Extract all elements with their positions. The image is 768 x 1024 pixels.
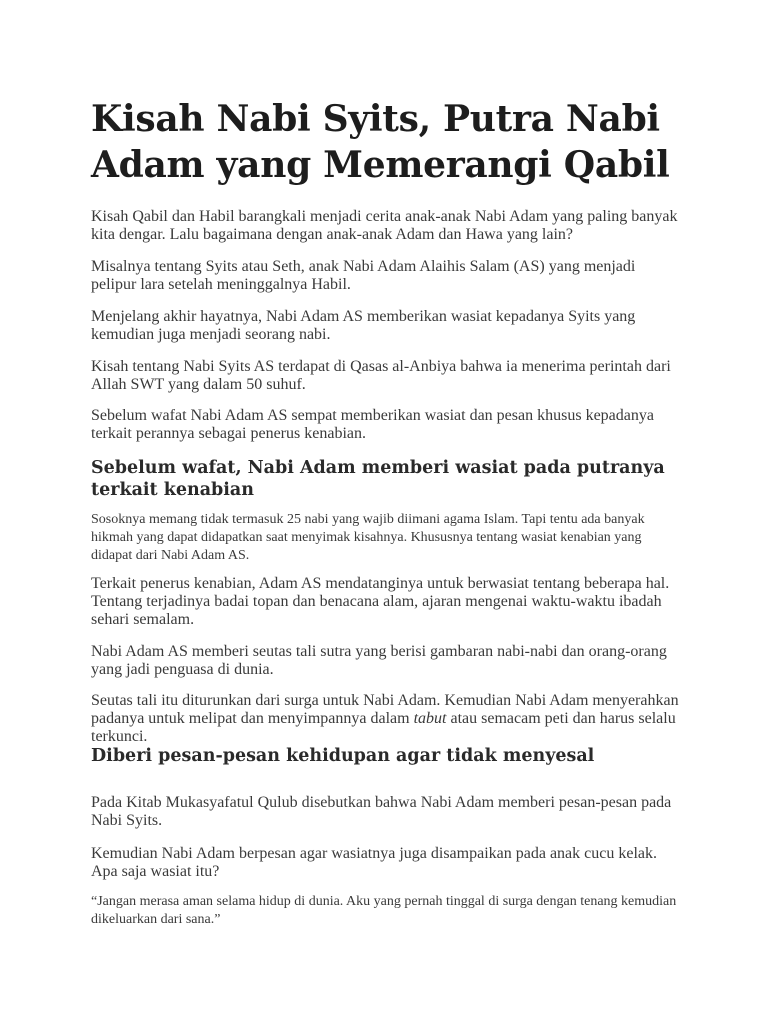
subheading-pesan: Diberi pesan-pesan kehidupan agar tidak menyesal — [91, 746, 595, 766]
subheading-wasiat: Sebelum wafat, Nabi Adam memberi wasiat pada putranya terkait kenabian — [91, 458, 665, 500]
paragraph-1: Kisah Qabil dan Habil barangkali menjadi cerita anak-anak Nabi Adam yang paling banyak kita dengar. Lalu bagaimana dengan anak-anak Adam dan Hawa yang lain? — [91, 208, 678, 243]
paragraph-12-quote: “Jangan merasa aman selama hidup di dunia. Aku yang pernah tinggal di surga dengan tenang kemudian dikeluarkan dari sana.” — [91, 894, 677, 927]
paragraph-5: Sebelum wafat Nabi Adam AS sempat memberikan wasiat dan pesan khusus kepadanya terkait perannya sebagai penerus kenabian. — [91, 407, 654, 442]
paragraph-4: Kisah tentang Nabi Syits AS terdapat di Qasas al-Anbiya bahwa ia menerima perintah dari Allah SWT yang dalam 50 suhuf. — [91, 358, 671, 393]
paragraph-10: Pada Kitab Mukasyafatul Qulub disebutkan bahwa Nabi Adam memberi pesan-pesan pada Nabi Syits. — [91, 794, 672, 829]
paragraph-3: Menjelang akhir hayatnya, Nabi Adam AS memberikan wasiat kepadanya Syits yang kemudian juga menjadi seorang nabi. — [91, 308, 636, 343]
paragraph-7: Terkait penerus kenabian, Adam AS mendatanginya untuk berwasiat tentang beberapa hal. Tentang terjadinya badai topan dan benacana alam, ajaran mengenai waktu-waktu ibadah sehari semalam. — [91, 575, 670, 628]
paragraph-8: Nabi Adam AS memberi seutas tali sutra yang berisi gambaran nabi-nabi dan orang-orang yang jadi penguasa di dunia. — [91, 643, 667, 678]
paragraph-6: Sosoknya memang tidak termasuk 25 nabi yang wajib diimani agama Islam. Tapi tentu ada banyak hikmah yang dapat didapatkan saat menyimak kisahnya. Khususnya tentang wasiat kenabian yang didapat dari Nabi Adam AS. — [91, 512, 645, 563]
paragraph-2: Misalnya tentang Syits atau Seth, anak Nabi Adam Alaihis Salam (AS) yang menjadi pelipur lara setelah meninggalnya Habil. — [91, 258, 636, 293]
paragraph-9-text-end: atau semacam peti dan harus selalu terkunci. — [91, 710, 676, 745]
article-title: Kisah Nabi Syits, Putra Nabi Adam yang Memerangi Qabil — [91, 98, 670, 186]
paragraph-9 — [91, 692, 681, 746]
paragraph-11: Kemudian Nabi Adam berpesan agar wasiatnya juga disampaikan pada anak cucu kelak. Apa saja wasiat itu? — [91, 845, 658, 880]
paragraph-9-text-start: Seutas tali itu diturunkan dari surga untuk Nabi Adam. Kemudian Nabi Adam menyerahkan padanya untuk melipat dan menyimpannya dalam — [91, 692, 679, 727]
paragraph-9-italic-term: tabut — [413, 710, 447, 727]
